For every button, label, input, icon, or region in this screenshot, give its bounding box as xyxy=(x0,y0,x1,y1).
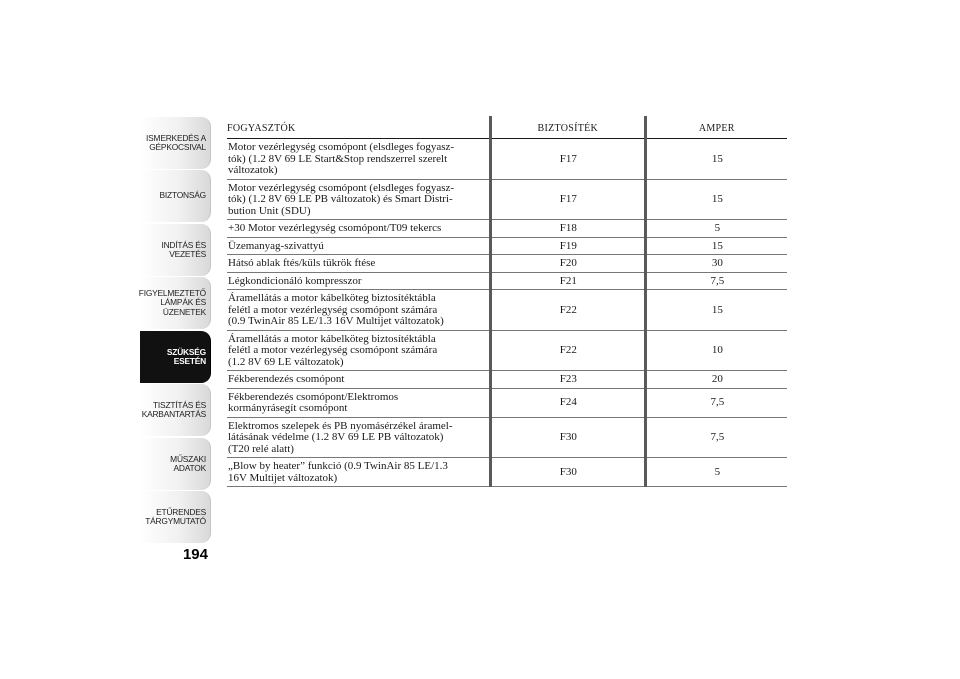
tab-szukseg-eseten[interactable] xyxy=(140,331,211,383)
tab-biztonsag[interactable] xyxy=(140,170,211,222)
consumer-cell xyxy=(227,139,490,180)
consumer-cell xyxy=(227,179,490,220)
consumer-text: Motor vezérlegység csomópont (elsdleges fogyasz- tók) (1.2 8V 69 LE Start&Stop rendszerrel szerelt változatok) xyxy=(228,141,455,176)
amper-cell: 20 xyxy=(645,371,787,389)
tab-muszaki-adatok[interactable] xyxy=(140,438,211,490)
amper-cell: 10 xyxy=(645,330,787,371)
table-row xyxy=(227,179,787,220)
amper-cell: 5 xyxy=(645,220,787,238)
table-row xyxy=(227,417,787,458)
amper-cell: 15 xyxy=(645,237,787,255)
table-row xyxy=(227,255,787,273)
section-sidebar xyxy=(140,117,211,545)
table-body xyxy=(227,139,787,487)
amper-cell: 7,5 xyxy=(645,417,787,458)
table-row xyxy=(227,272,787,290)
fuse-cell: F30 xyxy=(490,417,645,458)
fuse-cell: F30 xyxy=(490,458,645,487)
amper-cell: 7,5 xyxy=(645,272,787,290)
fuse-cell: F19 xyxy=(490,237,645,255)
fuse-table xyxy=(227,116,787,487)
tab-label: SZÜKSÉG ESETÉN xyxy=(166,346,206,366)
consumer-text: Áramellátás a motor kábelköteg biztosítéktábla felétl a motor vezérlegység csomópont számára (1.2 8V 69 LE változatok) xyxy=(228,332,438,368)
consumer-cell xyxy=(227,417,490,458)
tab-label: ISMERKEDÉS A GÉPKOCSIVAL xyxy=(146,132,206,152)
table-row xyxy=(227,330,787,371)
fuse-cell: F18 xyxy=(490,220,645,238)
table-row xyxy=(227,290,787,331)
tab-ismerkedes[interactable] xyxy=(140,117,211,169)
amper-cell: 15 xyxy=(645,290,787,331)
tab-label: TISZTÍTÁS ÉS KARBANTARTÁS xyxy=(141,399,206,419)
consumer-text: Üzemanyag-szivattyú xyxy=(228,239,324,252)
consumer-text: Légkondicionáló kompresszor xyxy=(228,274,362,287)
amper-cell: 15 xyxy=(645,139,787,180)
consumer-cell xyxy=(227,388,490,417)
tab-inditas[interactable] xyxy=(140,224,211,276)
tab-label: FIGYELMEZTETŐ LÁMPÁK ÉS ÜZENETEK xyxy=(138,287,206,317)
consumer-cell xyxy=(227,255,490,273)
fuse-cell: F24 xyxy=(490,388,645,417)
consumer-cell xyxy=(227,371,490,389)
fuse-cell: F20 xyxy=(490,255,645,273)
amper-cell: 5 xyxy=(645,458,787,487)
amper-cell: 7,5 xyxy=(645,388,787,417)
table-row xyxy=(227,220,787,238)
consumer-text: Áramellátás a motor kábelköteg biztosítéktábla felétl a motor vezérlegység csomópont számára (0.9 TwinAir 85 LE/1.3 16V Multijet változatok) xyxy=(228,292,444,327)
fuse-cell: F22 xyxy=(490,330,645,371)
fuse-cell: F17 xyxy=(490,139,645,180)
tab-label: MŰSZAKI ADATOK xyxy=(170,453,206,473)
consumer-text: Elektromos szelepek és PB nyomásérzékel áramel- látásának védelme (1.2 8V 69 LE PB változatok) (T20 relé alatt) xyxy=(228,419,453,455)
amper-cell: 15 xyxy=(645,179,787,220)
consumer-text: +30 Motor vezérlegység csomópont/T09 tekercs xyxy=(228,222,442,234)
page-number: 194 xyxy=(182,546,208,563)
tab-label: INDÍTÁS ÉS VEZETÉS xyxy=(161,239,206,259)
consumer-cell xyxy=(227,220,490,238)
amper-cell: 30 xyxy=(645,255,787,273)
consumer-text: Motor vezérlegység csomópont (elsdleges fogyasz- tók) (1.2 8V 69 LE PB változatok) és Smart Distri- bution Unit (SDU) xyxy=(228,181,455,217)
consumer-text: Fékberendezés csomópont/Elektromos kormányrásegít csomópont xyxy=(228,390,399,414)
consumer-cell xyxy=(227,272,490,290)
consumer-text: Hátsó ablak ftés/küls tükrök ftése xyxy=(228,257,376,269)
header-fuse: BIZTOSÍTÉK xyxy=(490,116,645,139)
consumer-cell xyxy=(227,458,490,487)
consumer-cell xyxy=(227,237,490,255)
table-header-row xyxy=(227,116,787,139)
tab-label: BIZTONSÁG xyxy=(159,190,206,201)
consumer-cell xyxy=(227,290,490,331)
fuse-cell: F21 xyxy=(490,272,645,290)
table-row xyxy=(227,388,787,417)
fuse-cell: F22 xyxy=(490,290,645,331)
fuse-cell: F17 xyxy=(490,179,645,220)
consumer-text: „Blow by heater” funkció (0.9 TwinAir 85 LE/1.3 16V Multijet változatok) xyxy=(228,460,448,484)
tab-label: ETŰRENDES TÁRGYMUTATÓ xyxy=(145,506,206,526)
table-row xyxy=(227,237,787,255)
header-amper: AMPER xyxy=(645,116,787,139)
tab-tisztitas[interactable] xyxy=(140,384,211,436)
fuse-cell: F23 xyxy=(490,371,645,389)
header-consumers: FOGYASZTÓK xyxy=(227,116,490,139)
tab-figyelmezteto[interactable] xyxy=(140,277,211,329)
table-row xyxy=(227,139,787,180)
consumer-cell xyxy=(227,330,490,371)
tab-targymutato[interactable] xyxy=(140,491,211,543)
table-row xyxy=(227,458,787,487)
consumer-text: Fékberendezés csomópont xyxy=(228,373,345,385)
table-row xyxy=(227,371,787,389)
